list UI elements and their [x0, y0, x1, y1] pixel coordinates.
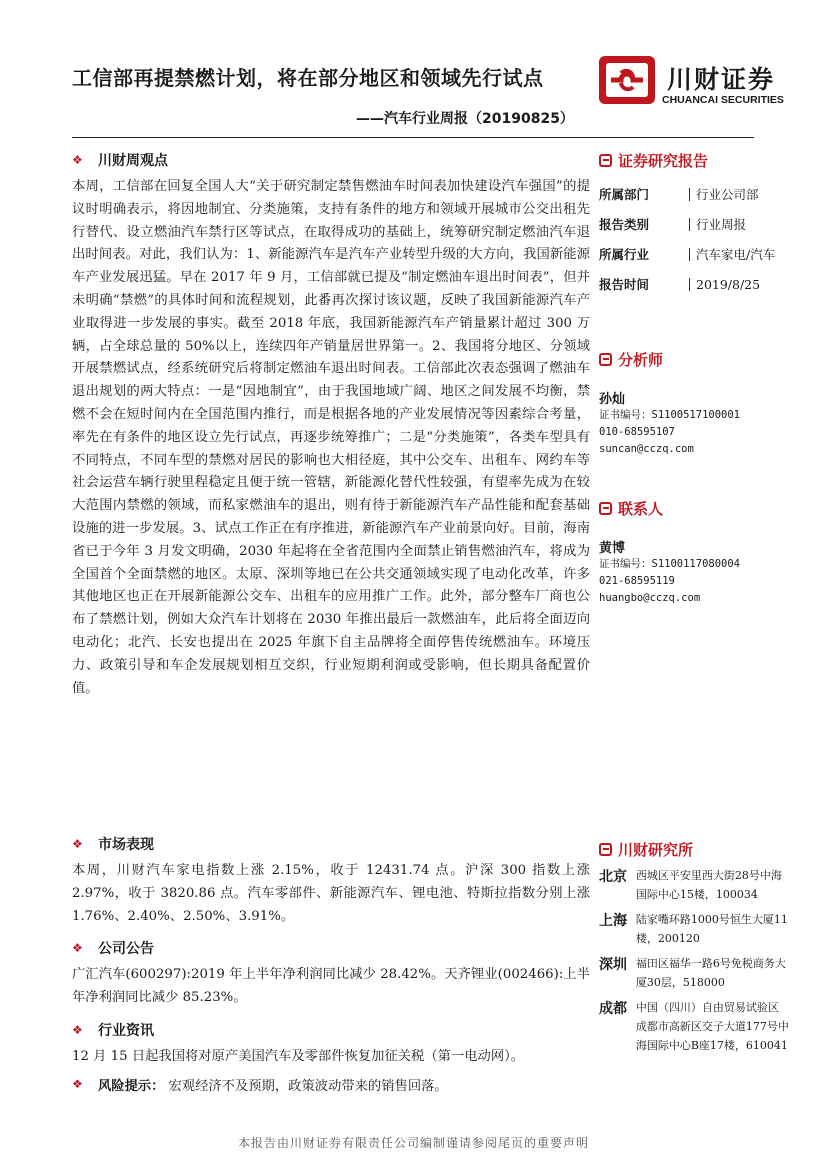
industry-body: 12 月 15 日起我国将对原产美国汽车及零部件恢复加征关税（第一电动网）。: [72, 1049, 525, 1064]
section-marker-icon: [599, 502, 612, 515]
contact-email[interactable]: huangbo@cczq.com: [599, 592, 701, 604]
contact-phone: 021-68595119: [599, 575, 675, 587]
analyst-name: 孙灿: [599, 392, 626, 407]
market-body: 本周，川财汽车家电指数上涨 2.15%，收于 12431.74 点。沪深 300 指数上涨 2.97%，收于 3820.86 点。汽车零部件、新能源汽车、锂电池、特斯拉指数分别上涨 1.76%、2.40%、2.50%、3.91%。: [72, 863, 590, 924]
logo-name-cn: 川财证券: [667, 65, 776, 94]
sidebar-heading-report: 证券研究报告: [599, 150, 789, 171]
analyst-email[interactable]: suncan@cczq.com: [599, 443, 694, 455]
analyst-phone: 010-68595107: [599, 426, 675, 438]
header-divider: [72, 137, 754, 138]
office-chengdu: 成都 中国（四川）自由贸易试验区成都市高新区交子大道177号中海国际中心B座17楼，610041: [599, 1001, 789, 1052]
sidebar: [599, 150, 789, 1055]
observation-body: 本周，工信部在回复全国人大“关于研究制定禁售燃油车时间表加快建设汽车强国”的提议时明确表示，将因地制宜、分类施策，支持有条件的地方和领域开展城市公交出租先行替代、设立燃油汽车禁行区等试点，在取得成功的基础上，统筹研究制定燃油汽车退出时间表。对此，我们认为：1、新能源汽车是汽车产业转型升级的大方向，我国新能源车产业发展迅猛。早在 2017 年 9 月，工信部就已提及“制定燃油车退出时间表”，但并未明确“禁燃”的具体时间和流程规划，此番再次探讨该议题，反映了我国新能源汽车产业取得进一步发展的事实。截至 2018 年底，我国新能源汽车产销量累计超过 300 万辆，占全球总量的 50%以上，连续四年产销量居世界第一。2、我国将分地区、分领域开展禁燃试点，经系统研究后将制定燃油车退出时间表。工信部此次表态强调了燃油车退出规划的两大特点：一是“因地制宜”，由于我国地域广阔、地区之间发展不均衡，禁燃不会在短时间内在全国范围内推行，而是根据各地的产业发展情况等因素综合考量，率先在有条件的地区设立先行试点，再逐步统筹推广；二是“分类施策”，各类车型具有不同特点，不同车型的禁燃对居民的影响也大相径庭，其中公交车、出租车、网约车等社会运营车辆行驶里程稳定且便于统一管辖，新能源化替代性较强，有望率先成为在较大范围内禁燃的领域，而私家燃油车的退出，则有待于新能源汽车产品性能和配套基础设施的进一步发展。3、试点工作正在有序推进，新能源汽车产业前景向好。目前，海南省已于今年 3 月发文明确，2030 年起将在全省范围内全面禁止销售燃油汽车，将成为全国首个全面禁燃的地区。太原、深圳等地已在公共交通领域实现了电动化改革，许多其他地区也正在开展新能源公交车、出租车的应用推广工作。此外，部分整车厂商也公布了禁燃计划，例如大众汽车计划将在 2030 年推出最后一款燃油车，此后将全面迈向电动化；北汽、长安也提出在 2025 年旗下自主品牌将全面停售传统燃油车。环境压力、政策引导和车企发展规划相互交织，行业短期利润或受影响，但长期具备配置价值。: [72, 179, 590, 696]
section-heading-announcement: ❖ 公司公告: [72, 941, 154, 957]
info-row-dept: 所属部门 行业公司部: [599, 186, 759, 202]
report-title: 工信部再提禁燃计划，将在部分地区和领域先行试点: [72, 66, 544, 90]
risk-body: 宏观经济不及预期，政策波动带来的销售回落。: [168, 1078, 448, 1094]
section-heading-industry: ❖ 行业资讯: [72, 1023, 154, 1039]
diamond-bullet-icon: ❖: [72, 1023, 83, 1037]
info-row-industry: 所属行业 汽车家电/汽车: [599, 246, 776, 262]
section-heading-observation: ❖ 川财周观点: [72, 153, 168, 169]
contact-name: 黄博: [599, 541, 626, 556]
section-heading-market: ❖ 市场表现: [72, 837, 154, 853]
sidebar-heading-analyst: 分析师: [599, 349, 789, 370]
logo-name-en: CHUANCAI SECURITIES: [662, 94, 784, 106]
diamond-bullet-icon: ❖: [72, 1077, 83, 1092]
diamond-bullet-icon: ❖: [72, 837, 83, 851]
contact-cert: 证书编号：S1100117080004: [599, 558, 741, 570]
main-content: [72, 150, 590, 1094]
section-marker-icon: [599, 843, 612, 856]
sidebar-heading-contact: 联系人: [599, 498, 789, 519]
info-row-date: 报告时间 2019/8/25: [599, 276, 761, 292]
diamond-bullet-icon: ❖: [72, 941, 83, 955]
report-subtitle: ——汽车行业周报（20190825）: [356, 111, 574, 127]
office-shenzhen: 深圳 福田区福华一路6号免税商务大厦30层，518000: [599, 957, 786, 989]
risk-note: [72, 1075, 590, 1094]
diamond-bullet-icon: ❖: [72, 153, 83, 167]
section-marker-icon: [599, 353, 612, 366]
chuancai-logo-icon: [599, 56, 655, 104]
office-shanghai: 上海 陆家嘴环路1000号恒生大厦11楼，200120: [599, 913, 788, 945]
announcement-body: 广汇汽车(600297):2019 年上半年净利润同比减少 28.42%。天齐锂业(002466):上半年净利润同比减少 85.23%。: [72, 967, 590, 1005]
section-marker-icon: [599, 154, 612, 167]
sidebar-heading-institute: 川财研究所: [599, 839, 789, 860]
info-row-category: 报告类别 行业周报: [599, 216, 747, 232]
analyst-cert: 证书编号：S1100517100001: [599, 409, 741, 421]
page-footer: 本报告由川财证券有限责任公司编制谨请参阅尾页的重要声明: [237, 1136, 589, 1150]
risk-label: 风险提示：: [98, 1078, 165, 1094]
office-beijing: 北京 西城区平安里西大街28号中海国际中心15楼，100034: [599, 869, 782, 901]
